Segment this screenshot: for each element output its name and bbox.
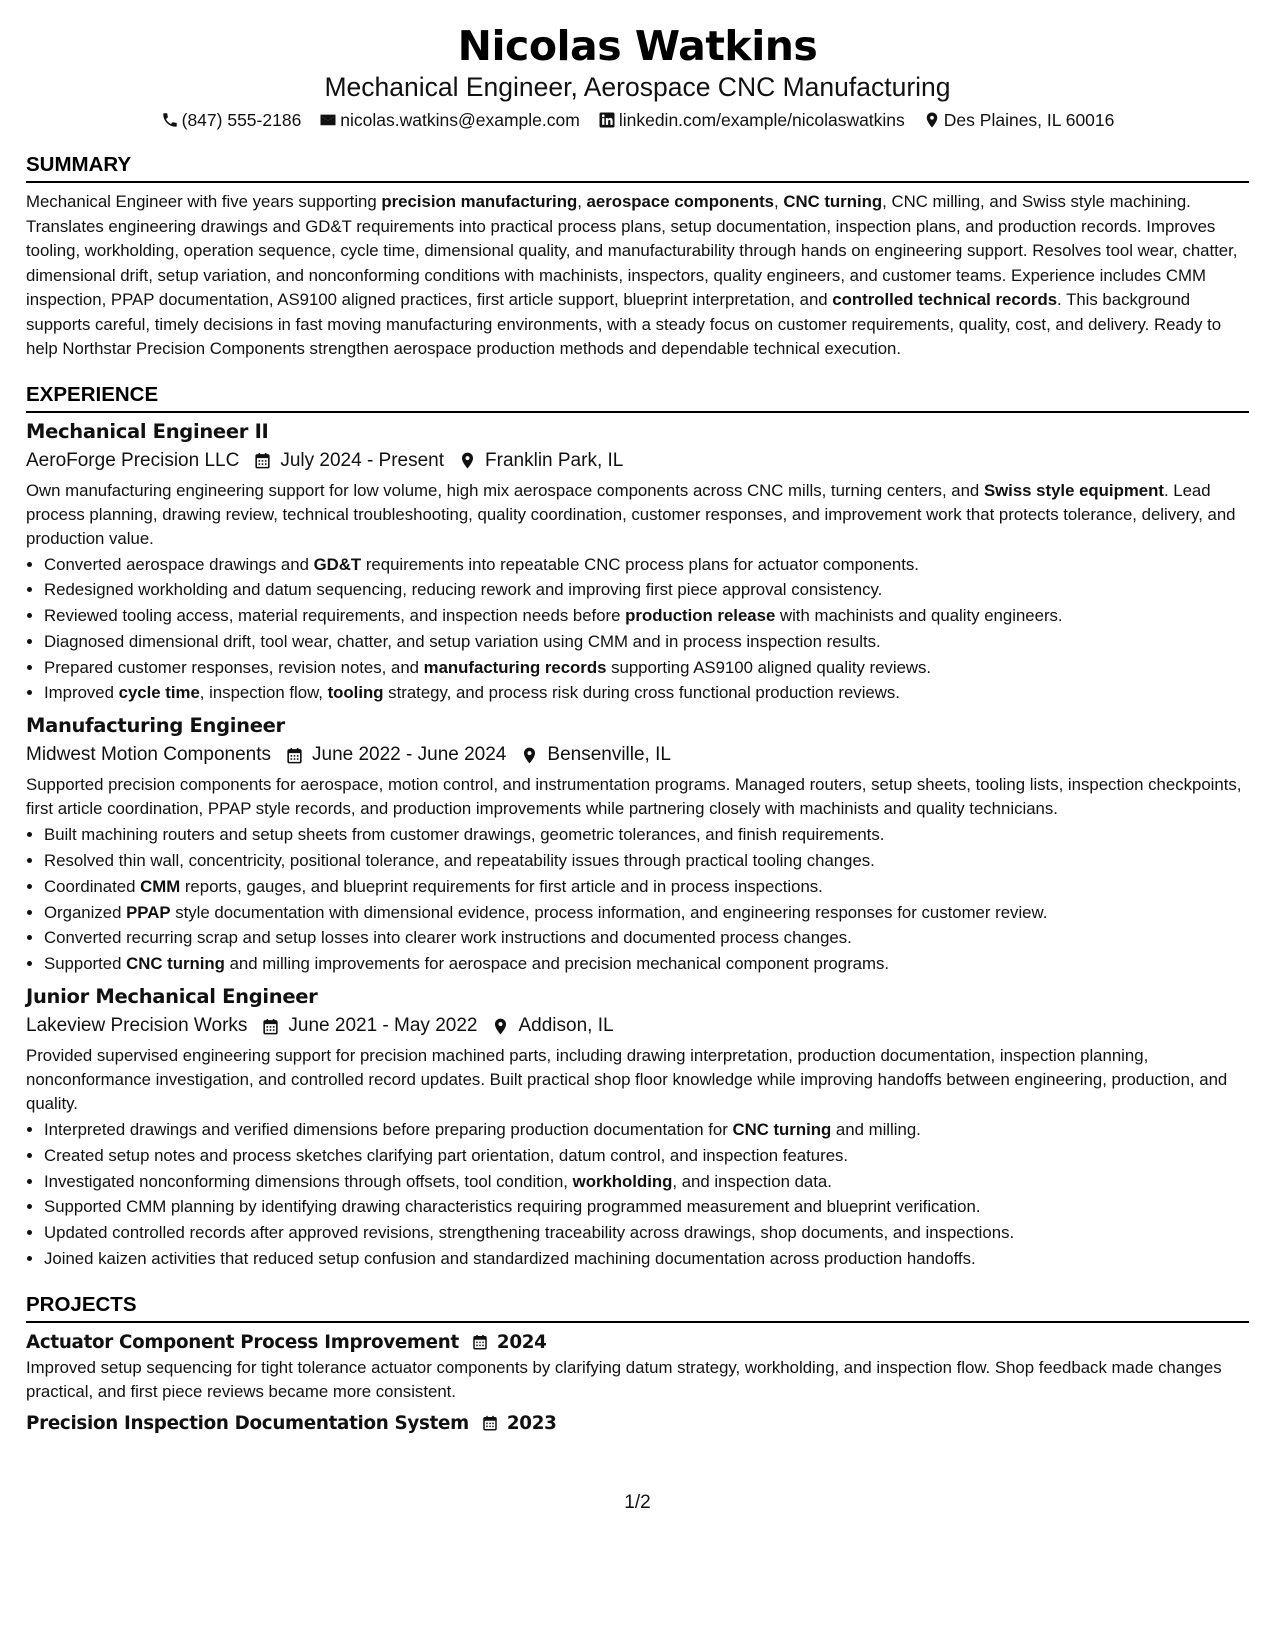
linkedin-text: linkedin.com/example/nicolaswatkins (618, 110, 905, 130)
emphasis-text: CNC turning (783, 192, 883, 211)
list-item (44, 1117, 1249, 1143)
list-item (44, 822, 1249, 848)
text-run: requirements into repeatable CNC process plans for actuator components. (361, 554, 919, 574)
job-bullets (26, 1117, 1249, 1272)
text-run: Supported precision components for aerospace, motion control, and instrumentation programs. Managed routers, setup sheets, tooling lists, inspection checkpoints, first article coordination, PPAP style records, and production improvements while partnering closely with machinists and quality technicians. (26, 775, 1242, 819)
list-item (44, 603, 1249, 629)
contact-linkedin[interactable] (598, 108, 905, 132)
project-header (26, 1329, 1249, 1356)
text-run: Reviewed tooling access, material requirements, and inspection needs before (44, 606, 626, 626)
text-run: . This background supports careful, timely decisions in fast moving manufacturing environments, with a steady focus on customer requirements, quality, cost, and delivery. Ready to help Northstar Precision Components strengthen aerospace production methods and dependable technical execution. (26, 290, 1222, 358)
emphasis-text: GD&T (313, 554, 362, 574)
job-bullets (26, 822, 1249, 977)
project-header (26, 1410, 1249, 1437)
calendar-icon (481, 1414, 499, 1432)
project-description: Improved setup sequencing for tight tolerance actuator components by clarifying datum strategy, workholding, and inspection flow. Shop feedback made changes practical, and first piece reviews became more consistent. (26, 1357, 1222, 1401)
contact-bar (26, 108, 1249, 132)
calendar-icon (253, 451, 272, 470)
project-entry (26, 1410, 1249, 1437)
job-dates: July 2024 - Present (280, 449, 445, 471)
text-run: style documentation with dimensional evidence, process information, and engineering responses for customer review. (170, 902, 1048, 922)
text-run: . Lead process planning, drawing review, technical troubleshooting, quality coordination, customer responses, and improvement work that protects tolerance, delivery, and production value. (26, 480, 1236, 548)
job-entry (26, 983, 1249, 1272)
contact-phone[interactable] (161, 108, 302, 132)
job-description (26, 479, 1249, 551)
text-run: Updated controlled records after approved revisions, strengthening traceability across drawings, shop documents, and inspections. (44, 1223, 1015, 1243)
emphasis-text: Swiss style equipment (983, 480, 1164, 500)
project-title: Actuator Component Process Improvement (26, 1331, 459, 1353)
text-run: Prepared customer responses, revision notes, and (44, 657, 424, 677)
emphasis-text: PPAP (126, 902, 171, 922)
list-item (44, 925, 1249, 951)
job-entry (26, 418, 1249, 707)
map-pin-icon (520, 746, 539, 765)
list-item (44, 1220, 1249, 1246)
project-year: 2023 (506, 1412, 557, 1434)
job-location: Franklin Park, IL (485, 449, 624, 471)
text-run: Investigated nonconforming dimensions through offsets, tool condition, (44, 1171, 573, 1191)
projects-list (26, 1329, 1249, 1437)
job-location: Bensenville, IL (547, 744, 671, 766)
text-run: Provided supervised engineering support for precision machined parts, including drawing interpretation, production documentation, inspection planning, nonconformance investigation, and controlled record updates. Built practical shop floor knowledge while improving handoffs between engineering, production, and quality. (26, 1046, 1228, 1114)
job-dates: June 2021 - May 2022 (288, 1015, 478, 1037)
phone-text: (847) 555-2186 (181, 110, 302, 130)
text-run: , and inspection data. (672, 1171, 832, 1191)
text-run: Improved (44, 683, 119, 703)
list-item (44, 900, 1249, 926)
emphasis-text: aerospace components (586, 192, 774, 211)
text-run: Joined kaizen activities that reduced setup confusion and standardized machining documentation across production handoffs. (44, 1249, 976, 1269)
project-title: Precision Inspection Documentation System (26, 1412, 469, 1434)
job-company: Lakeview Precision Works (26, 1015, 248, 1037)
emphasis-text: production release (625, 606, 776, 626)
emphasis-text: cycle time (118, 683, 200, 703)
text-run: Created setup notes and process sketches clarifying part orientation, datum control, and inspection features. (44, 1145, 849, 1165)
text-run: , inspection flow, (199, 683, 328, 703)
emphasis-text: CNC turning (732, 1120, 832, 1140)
job-title: Manufacturing Engineer (26, 714, 285, 738)
text-run: Built machining routers and setup sheets from customer drawings, geometric tolerances, and finish requirements. (44, 825, 885, 845)
candidate-headline: Mechanical Engineer, Aerospace CNC Manufacturing (324, 72, 951, 102)
calendar-icon (261, 1017, 280, 1036)
job-dates: June 2022 - June 2024 (312, 744, 507, 766)
summary-heading: SUMMARY (26, 152, 1249, 183)
map-pin-icon (491, 1017, 510, 1036)
emphasis-text: CMM (140, 876, 181, 896)
job-company: AeroForge Precision LLC (26, 449, 240, 471)
text-run: , CNC milling, and Swiss style machining. Translates engineering drawings and GD&T requirements into practical process plans, setup documentation, inspection plans, and production records. Improves tooling, workholding, operation sequence, cycle time, dimensional quality, and manufacturability through hands on engineering support. Resolves tool wear, chatter, dimensional drift, setup variation, and nonconforming conditions with machinists, inspectors, quality engineers, and customer teams. Experience includes CMM inspection, PPAP documentation, AS9100 aligned practices, first article support, blueprint interpretation, and (26, 192, 1238, 309)
envelope-icon (319, 111, 337, 129)
experience-heading: EXPERIENCE (26, 382, 1249, 413)
list-item (44, 848, 1249, 874)
job-description (26, 1044, 1249, 1116)
list-item (44, 1194, 1249, 1220)
location-text: Des Plaines, IL 60016 (943, 110, 1115, 130)
emphasis-text: precision manufacturing (381, 192, 578, 211)
page-number: 1/2 (624, 1492, 651, 1513)
emphasis-text: CNC turning (126, 954, 225, 974)
text-run: Coordinated (44, 876, 141, 896)
map-pin-icon (458, 451, 477, 470)
text-run: Supported (44, 954, 127, 974)
job-meta (26, 1011, 1249, 1041)
emphasis-text: workholding (572, 1171, 673, 1191)
list-item (44, 1143, 1249, 1169)
text-run: and milling improvements for aerospace and precision mechanical component programs. (224, 954, 890, 974)
text-run: Own manufacturing engineering support for low volume, high mix aerospace components across CNC mills, turning centers, and (26, 480, 984, 500)
job-location: Addison, IL (518, 1015, 614, 1037)
candidate-name: Nicolas Watkins (457, 22, 818, 70)
text-run: with machinists and quality engineers. (775, 606, 1063, 626)
list-item (44, 629, 1249, 655)
resume-page (26, 22, 1249, 1437)
text-run: , (577, 192, 587, 211)
list-item (44, 1169, 1249, 1195)
list-item (44, 1246, 1249, 1272)
list-item (44, 680, 1249, 706)
text-run: reports, gauges, and blueprint requirements for first article and in process inspections. (180, 876, 823, 896)
contact-email[interactable] (319, 108, 580, 132)
email-text: nicolas.watkins@example.com (340, 110, 580, 130)
list-item (44, 951, 1249, 977)
emphasis-text: manufacturing records (423, 657, 607, 677)
map-pin-icon (923, 111, 941, 129)
list-item (44, 577, 1249, 603)
emphasis-text: controlled technical records (832, 290, 1058, 309)
job-meta (26, 446, 1249, 476)
projects-heading: PROJECTS (26, 1292, 1249, 1323)
contact-location (923, 108, 1115, 132)
linkedin-icon (598, 111, 616, 129)
list-item (44, 874, 1249, 900)
emphasis-text: tooling (327, 683, 384, 703)
calendar-icon (471, 1333, 489, 1351)
text-run: Interpreted drawings and verified dimensions before preparing production documentation for (44, 1120, 733, 1140)
text-run: , (774, 192, 784, 211)
summary-text (26, 190, 1249, 362)
job-description (26, 773, 1249, 821)
experience-list (26, 418, 1249, 1272)
text-run: Diagnosed dimensional drift, tool wear, chatter, and setup variation using CMM and in process inspection results. (44, 631, 881, 651)
text-run: Converted recurring scrap and setup losses into clearer work instructions and documented process changes. (44, 928, 852, 948)
job-company: Midwest Motion Components (26, 744, 271, 766)
phone-icon (161, 111, 179, 129)
job-meta (26, 740, 1249, 770)
text-run: supporting AS9100 aligned quality reviews. (606, 657, 932, 677)
text-run: Mechanical Engineer with five years supporting (26, 192, 382, 211)
job-title: Mechanical Engineer II (26, 419, 269, 443)
text-run: Supported CMM planning by identifying drawing characteristics requiring programmed measurement and blueprint verification. (44, 1197, 981, 1217)
text-run: and milling. (831, 1120, 921, 1140)
project-entry (26, 1329, 1249, 1404)
project-year: 2024 (496, 1331, 547, 1353)
list-item (44, 552, 1249, 578)
job-bullets (26, 552, 1249, 707)
text-run: Converted aerospace drawings and (44, 554, 314, 574)
job-title: Junior Mechanical Engineer (26, 985, 318, 1009)
text-run: Organized (44, 902, 127, 922)
text-run: Redesigned workholding and datum sequencing, reducing rework and improving first piece approval consistency. (44, 580, 883, 600)
list-item (44, 655, 1249, 681)
text-run: Resolved thin wall, concentricity, positional tolerance, and repeatability issues through practical tooling changes. (44, 851, 875, 871)
text-run: strategy, and process risk during cross functional production reviews. (383, 683, 900, 703)
calendar-icon (285, 746, 304, 765)
job-entry (26, 712, 1249, 977)
